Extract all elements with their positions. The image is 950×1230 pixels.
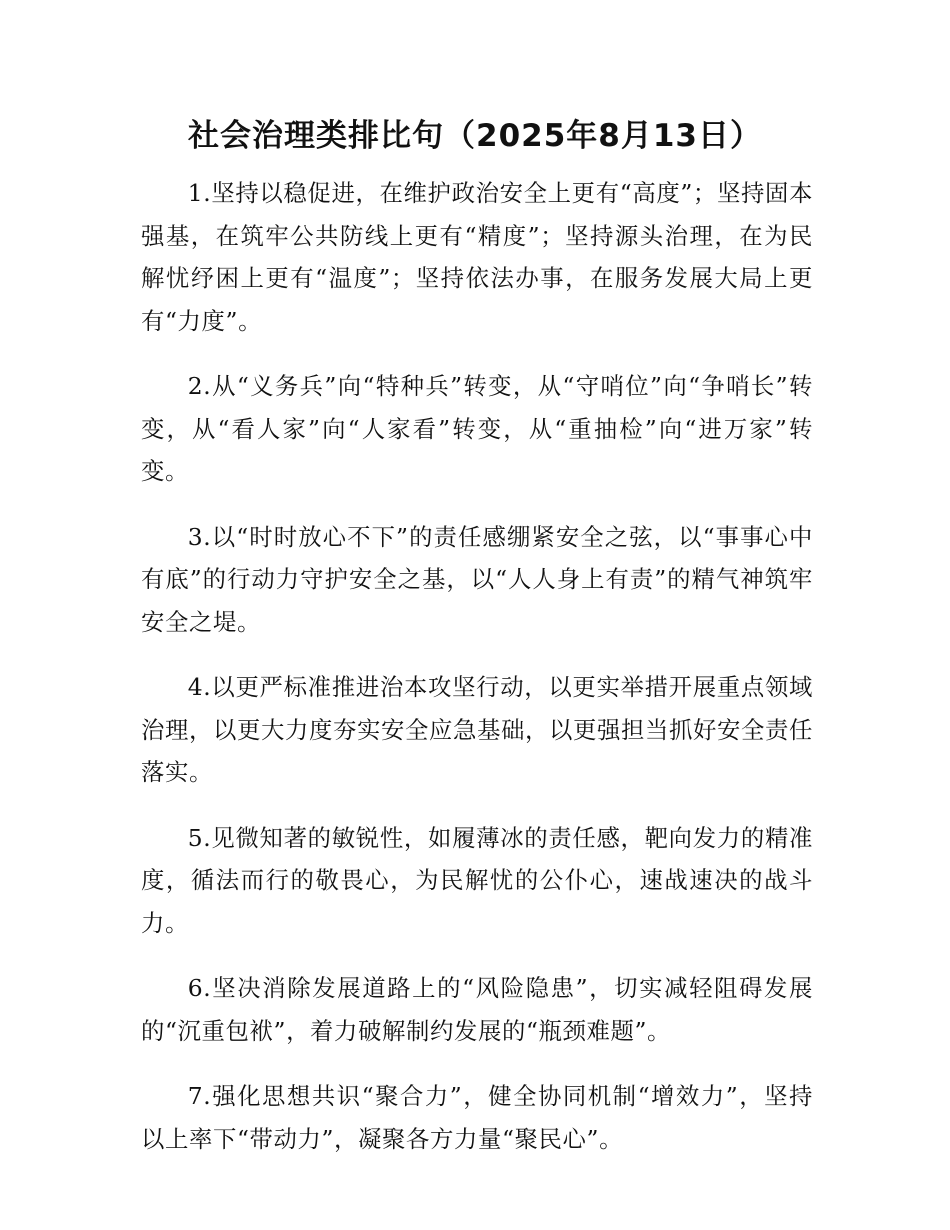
paragraph-7: 7.强化思想共识“聚合力”，健全协同机制“增效力”，坚持以上率下“带动力”，凝聚各方力量“聚民心”。	[141, 1082, 813, 1153]
document-body	[141, 172, 813, 1183]
paragraph-4: 4.以更严标准推进治本攻坚行动，以更实举措开展重点领域治理，以更大力度夯实安全应急基础，以更强担当抓好安全责任落实。	[141, 673, 813, 786]
paragraph-3: 3.以“时时放心不下”的责任感绷紧安全之弦，以“事事心中有底”的行动力守护安全之基，以“人人身上有责”的精气神筑牢安全之堤。	[141, 522, 813, 636]
paragraph-2: 2.从“义务兵”向“特种兵”转变，从“守哨位”向“争哨长”转变，从“看人家”向“人家看”转变，从“重抽检”向“进万家”转变。	[141, 372, 813, 485]
paragraph-6: 6.坚决消除发展道路上的“风险隐患”，切实减轻阻碍发展的“沉重包袱”，着力破解制约发展的“瓶颈难题”。	[141, 974, 813, 1045]
document-title: 社会治理类排比句（2025年8月13日）	[188, 118, 762, 154]
paragraph-1: 1.坚持以稳促进，在维护政治安全上更有“高度”；坚持固本强基，在筑牢公共防线上更有“精度”；坚持源头治理，在为民解忧纾困上更有“温度”；坚持依法办事，在服务发展大局上更有“力度”。	[141, 179, 813, 335]
paragraph-5: 5.见微知著的敏锐性，如履薄冰的责任感，靶向发力的精准度，循法而行的敬畏心，为民解忧的公仆心，速战速决的战斗力。	[141, 823, 813, 937]
